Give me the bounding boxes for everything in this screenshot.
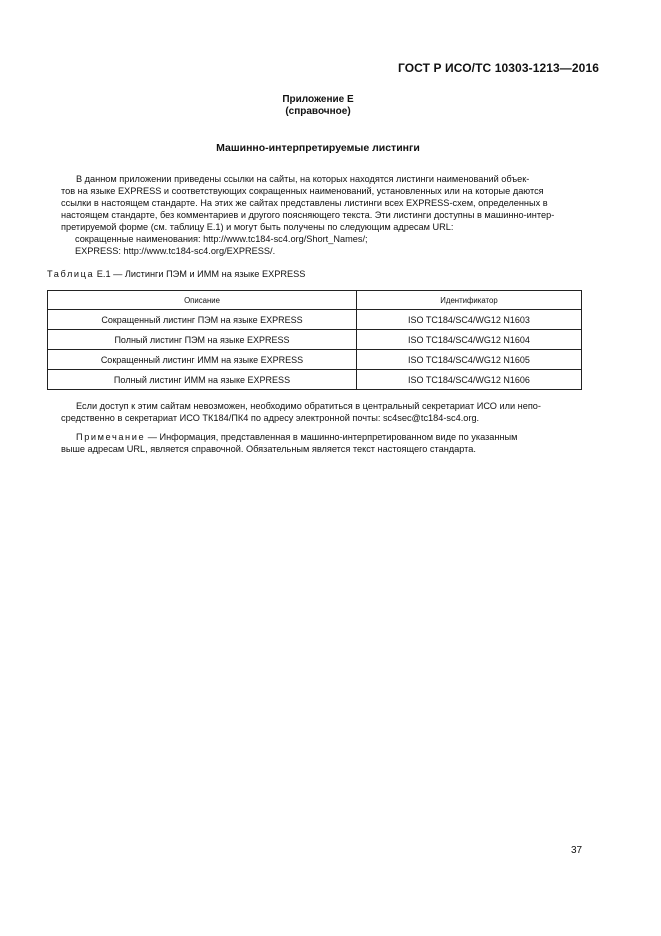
table-caption-text: Е.1 — Листинги ПЭМ и ИММ на языке EXPRESS [94, 269, 306, 279]
row-description: Сокращенный листинг ПЭМ на языке EXPRESS [48, 310, 357, 330]
note-line: выше адресам URL, является справочной. Обязательным является текст настоящего стандарта. [61, 444, 476, 454]
note-text: — Информация, представленная в машинно-интерпретированном виде по указанным [145, 432, 518, 442]
table-header-row [48, 291, 582, 310]
intro-line: ссылки в настоящем стандарте. На этих же сайтах представлены листинги всех EXPRESS-схем, определенных в [61, 198, 548, 208]
row-description: Полный листинг ПЭМ на языке EXPRESS [48, 330, 357, 350]
table-row [48, 310, 582, 330]
note-label: Примечание [76, 432, 146, 442]
table-caption [47, 269, 305, 279]
express-url: EXPRESS: http://www.tc184-sc4.org/EXPRESS/. [75, 246, 276, 256]
section-title: Машинно-интерпретируемые листинги [216, 142, 420, 154]
row-description: Полный листинг ИММ на языке EXPRESS [48, 370, 357, 390]
annex-title: Приложение Е [282, 94, 354, 105]
standard-code: ГОСТ Р ИСО/ТС 10303-1213—2016 [398, 61, 599, 75]
intro-line: В данном приложении приведены ссылки на сайты, на которых находятся листинги наименований объек- [76, 174, 530, 184]
row-identifier: ISO TC184/SC4/WG12 N1603 [357, 310, 582, 330]
access-paragraph [61, 400, 583, 424]
note-line [61, 431, 583, 443]
table-row [48, 330, 582, 350]
column-header-identifier: Идентификатор [357, 291, 582, 310]
row-identifier: ISO TC184/SC4/WG12 N1605 [357, 350, 582, 370]
short-names-url: сокращенные наименования: http://www.tc184-sc4.org/Short_Names/; [75, 234, 368, 244]
intro-line: претируемой форме (см. таблицу Е.1) и могут быть получены по следующим адресам URL: [61, 222, 454, 232]
access-line: средственно в секретариат ИСО ТК184/ПК4 по адресу электронной почты: sc4sec@tc184-sc4.org. [61, 413, 480, 423]
intro-line: тов на языке EXPRESS и соответствующих сокращенных наименований, установленных или на которые даются [61, 186, 544, 196]
table-caption-label: Таблица [47, 269, 95, 279]
intro-line: настоящем стандарте, без комментариев и другого поясняющего текста. Эти листинги доступны в машинно-интер- [61, 210, 555, 220]
table-row [48, 350, 582, 370]
annex-subtitle: (справочное) [285, 106, 351, 117]
intro-paragraph [61, 173, 583, 233]
row-identifier: ISO TC184/SC4/WG12 N1606 [357, 370, 582, 390]
page-number: 37 [571, 845, 583, 856]
note-paragraph [61, 431, 583, 455]
listings-table [47, 290, 582, 390]
access-line: Если доступ к этим сайтам невозможен, необходимо обратиться в центральный секретариат ИСО или непо- [76, 401, 541, 411]
column-header-description: Описание [48, 291, 357, 310]
table-row [48, 370, 582, 390]
row-identifier: ISO TC184/SC4/WG12 N1604 [357, 330, 582, 350]
row-description: Сокращенный листинг ИММ на языке EXPRESS [48, 350, 357, 370]
